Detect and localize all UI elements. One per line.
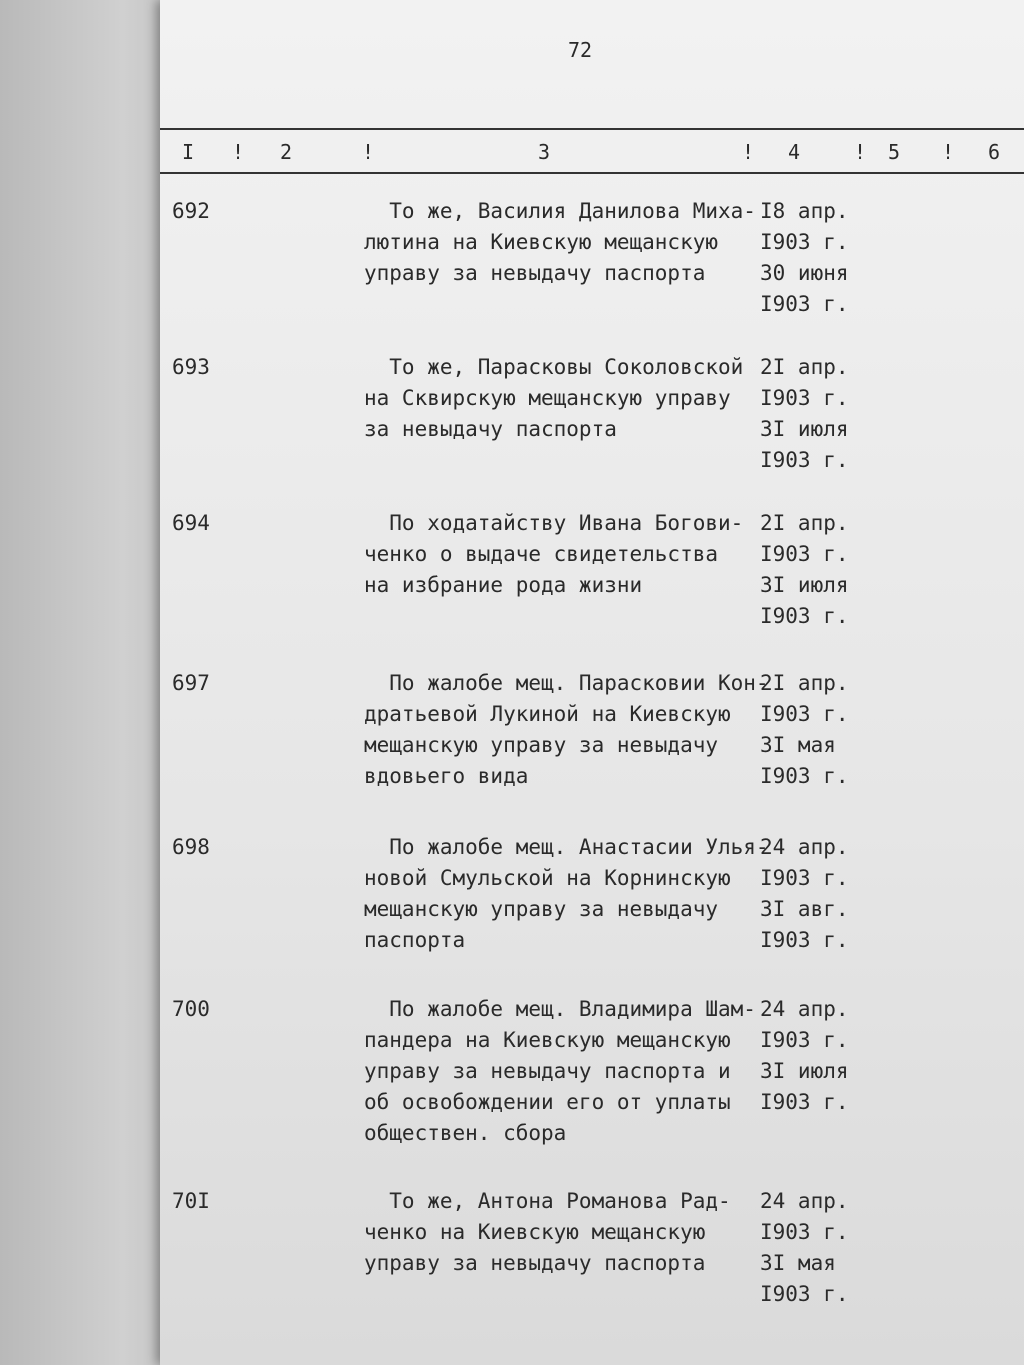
date-line: 3I июля [760, 417, 849, 441]
description-line: дратьевой Лукиной на Киевскую [364, 702, 731, 726]
description-line: По жалобе мещ. Анастасии Улья- [364, 835, 769, 859]
entry-dates [760, 352, 870, 476]
entry-dates [760, 832, 870, 956]
description-line: об освобождении его от уплаты [364, 1090, 731, 1114]
document-page [160, 0, 1024, 1365]
entry-number: 698 [172, 835, 210, 859]
description-line: на избрание рода жизни [364, 573, 643, 597]
date-line: I903 г. [760, 928, 849, 952]
description-line: То же, Парасковы Соколовской [364, 355, 744, 379]
description-line: ченко на Киевскую мещанскую [364, 1220, 706, 1244]
date-line: I903 г. [760, 702, 849, 726]
description-line: пандера на Киевскую мещанскую [364, 1028, 731, 1052]
description-line: мещанскую управу за невыдачу [364, 733, 719, 757]
date-line: 24 апр. [760, 835, 849, 859]
col-header-3: 3 [538, 140, 551, 164]
description-line: вдовьего вида [364, 764, 529, 788]
entry-dates [760, 668, 870, 792]
description-line: паспорта [364, 928, 466, 952]
date-line: 2I апр. [760, 671, 849, 695]
date-line: I903 г. [760, 230, 849, 254]
date-line: I903 г. [760, 604, 849, 628]
entry-description [364, 668, 769, 792]
entry-dates [760, 196, 870, 320]
date-line: I903 г. [760, 1090, 849, 1114]
entry-description [364, 994, 764, 1149]
entry-description [364, 832, 769, 956]
date-line: I903 г. [760, 542, 849, 566]
description-line: ченко о выдаче свидетельства [364, 542, 719, 566]
page-number: 72 [568, 38, 593, 62]
description-line: То же, Антона Романова Рад- [364, 1189, 731, 1213]
date-line: 2I апр. [760, 355, 849, 379]
date-line: I8 апр. [760, 199, 849, 223]
header-bottom-rule [160, 172, 1024, 174]
date-line: 30 июня [760, 261, 849, 285]
date-line: I903 г. [760, 764, 849, 788]
date-line: I903 г. [760, 1028, 849, 1052]
date-line: I903 г. [760, 386, 849, 410]
description-line: управу за невыдачу паспорта [364, 261, 706, 285]
header-top-rule [160, 128, 1024, 130]
col-separator: ! [232, 140, 245, 164]
description-line: за невыдачу паспорта [364, 417, 617, 441]
col-header-2: 2 [280, 140, 293, 164]
date-line: I903 г. [760, 1282, 849, 1306]
entry-number: 697 [172, 671, 210, 695]
col-separator: ! [854, 140, 867, 164]
entry-number: 70I [172, 1189, 210, 1213]
description-line: По жалобе мещ. Парасковии Кон- [364, 671, 769, 695]
entry-number: 692 [172, 199, 210, 223]
date-line: 3I мая [760, 733, 836, 757]
col-separator: ! [942, 140, 955, 164]
date-line: 3I мая [760, 1251, 836, 1275]
col-separator: ! [362, 140, 375, 164]
date-line: 24 апр. [760, 997, 849, 1021]
entry-dates [760, 508, 870, 632]
col-separator: ! [742, 140, 755, 164]
description-line: лютина на Киевскую мещанскую [364, 230, 719, 254]
col-header-4: 4 [788, 140, 801, 164]
entry-description [364, 1186, 764, 1279]
entry-description [364, 196, 764, 289]
date-line: 24 апр. [760, 1189, 849, 1213]
description-line: управу за невыдачу паспорта и [364, 1059, 731, 1083]
description-line: новой Смульской на Корнинскую [364, 866, 731, 890]
date-line: I903 г. [760, 866, 849, 890]
entry-number: 700 [172, 997, 210, 1021]
col-header-5: 5 [888, 140, 901, 164]
date-line: 3I авг. [760, 897, 849, 921]
entry-number: 694 [172, 511, 210, 535]
description-line: По жалобе мещ. Владимира Шам- [364, 997, 756, 1021]
description-line: на Сквирскую мещанскую управу [364, 386, 731, 410]
description-line: обществен. сбора [364, 1121, 567, 1145]
date-line: I903 г. [760, 448, 849, 472]
entry-dates [760, 1186, 870, 1310]
date-line: 2I апр. [760, 511, 849, 535]
description-line: управу за невыдачу паспорта [364, 1251, 706, 1275]
date-line: I903 г. [760, 1220, 849, 1244]
description-line: По ходатайству Ивана Богови- [364, 511, 744, 535]
underlying-page [0, 0, 175, 1365]
date-line: I903 г. [760, 292, 849, 316]
entry-description [364, 352, 764, 445]
col-header-6: 6 [988, 140, 1001, 164]
entry-dates [760, 994, 870, 1118]
entry-number: 693 [172, 355, 210, 379]
col-header-1: I [182, 140, 195, 164]
date-line: 3I июля [760, 1059, 849, 1083]
date-line: 3I июля [760, 573, 849, 597]
description-line: мещанскую управу за невыдачу [364, 897, 719, 921]
description-line: То же, Василия Данилова Миха- [364, 199, 756, 223]
entry-description [364, 508, 764, 601]
